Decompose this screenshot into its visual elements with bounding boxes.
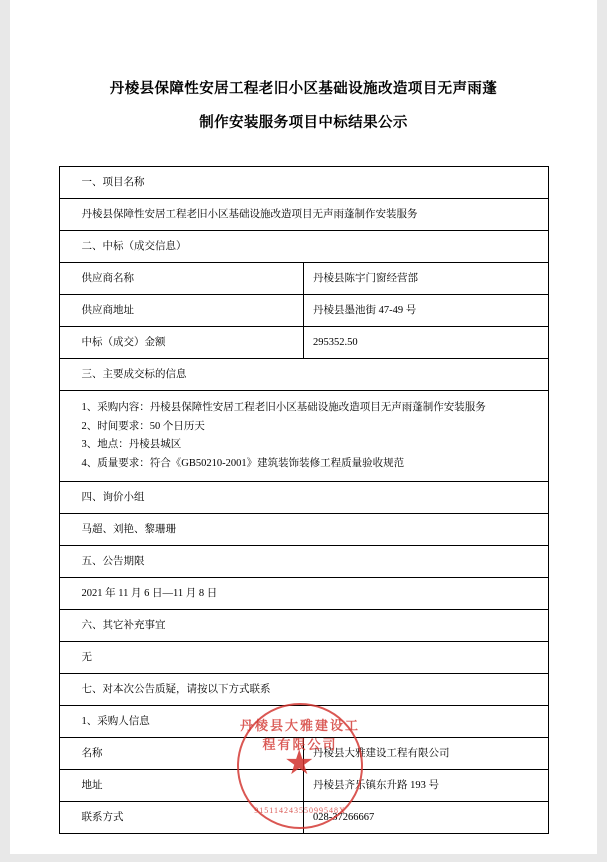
seal-code-text: 91511424355099548X <box>254 806 346 815</box>
supplier-address-label: 供应商地址 <box>59 295 304 327</box>
title-line-1: 丹棱县保障性安居工程老旧小区基础设施改造项目无声雨蓬 <box>109 81 498 97</box>
other-value: 无 <box>59 642 548 674</box>
project-name-value: 丹棱县保障性安居工程老旧小区基础设施改造项目无声雨蓬制作安装服务 <box>59 199 548 231</box>
table-row <box>59 199 548 231</box>
page-edge-right <box>597 0 607 862</box>
amount-label: 中标（成交）金额 <box>59 327 304 359</box>
title-line-2: 制作安装服务项目中标结果公示 <box>199 115 408 131</box>
notice-period-value: 2021 年 11 月 6 日—11 月 8 日 <box>59 578 548 610</box>
purchaser-contact-label: 联系方式 <box>59 802 304 834</box>
table-row <box>59 359 548 391</box>
table-row <box>59 514 548 546</box>
table-row <box>59 706 548 738</box>
table-row <box>59 546 548 578</box>
purchaser-name-value: 丹棱县大雅建设工程有限公司 <box>304 738 549 770</box>
subject-detail-line: 4、质量要求：符合《GB50210-2001》建筑装饰装修工程质量验收规范 <box>81 457 405 469</box>
table-row <box>59 610 548 642</box>
purchaser-address-label: 地址 <box>59 770 304 802</box>
subject-detail-line: 3、地点：丹棱县城区 <box>81 439 182 450</box>
table-row <box>59 263 548 295</box>
table-row <box>59 674 548 706</box>
table-row <box>59 642 548 674</box>
section-notice-period-head: 五、公告期限 <box>59 546 548 578</box>
section-inquiry-group-head: 四、询价小组 <box>59 482 548 514</box>
table-row <box>59 167 548 199</box>
table-row <box>59 391 548 482</box>
document-title <box>0 0 607 140</box>
purchaser-contact-value: 028-37266667 <box>304 802 549 834</box>
page-edge-left <box>0 0 10 862</box>
supplier-address-value: 丹棱县墨池街 47-49 号 <box>304 295 549 327</box>
supplier-name-label: 供应商名称 <box>59 263 304 295</box>
subject-detail-line: 2、时间要求：50 个日历天 <box>81 420 205 432</box>
seal-company-text: 丹棱县大雅建设工程有限公司 <box>239 718 360 752</box>
table-row <box>59 295 548 327</box>
purchaser-address-value: 丹棱县齐乐镇东升路 193 号 <box>304 770 549 802</box>
subject-details <box>59 391 548 482</box>
table-row <box>59 231 548 263</box>
table-row <box>59 578 548 610</box>
section-other-head: 六、其它补充事宜 <box>59 610 548 642</box>
table-row <box>59 802 548 834</box>
section-project-name-head: 一、项目名称 <box>59 167 548 199</box>
supplier-name-value: 丹棱县陈宇门窗经营部 <box>304 263 549 295</box>
section-winner-head: 二、中标（成交信息） <box>59 231 548 263</box>
table-row <box>59 327 548 359</box>
table-row <box>59 738 548 770</box>
announcement-table <box>59 166 549 834</box>
amount-value: 295352.50 <box>304 327 549 359</box>
table-row <box>59 482 548 514</box>
section-purchaser-head: 1、采购人信息 <box>59 706 548 738</box>
star-icon: ★ <box>284 745 315 782</box>
section-contact-head: 七、对本次公告质疑，请按以下方式联系 <box>59 674 548 706</box>
page-edge-bottom <box>0 854 607 862</box>
purchaser-name-label: 名称 <box>59 738 304 770</box>
subject-detail-line: 1、采购内容：丹棱县保障性安居工程老旧小区基础设施改造项目无声雨蓬制作安装服务 <box>81 402 486 413</box>
section-subject-head: 三、主要成交标的信息 <box>59 359 548 391</box>
table-row <box>59 770 548 802</box>
inquiry-group-value: 马超、刘艳、黎珊珊 <box>59 514 548 546</box>
